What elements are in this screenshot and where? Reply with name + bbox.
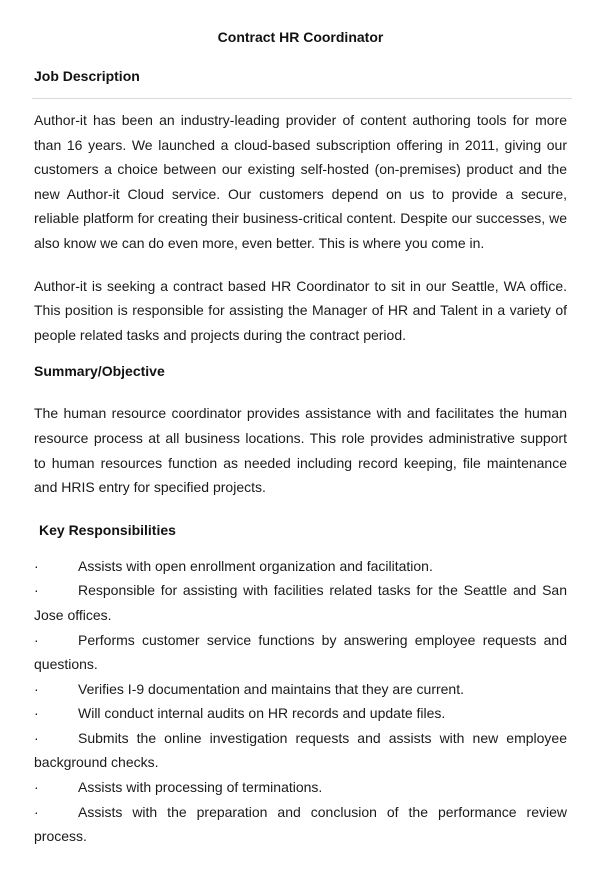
job-description-heading: Job Description	[34, 68, 140, 84]
responsibility-item	[34, 726, 567, 775]
responsibilities-list	[34, 554, 567, 849]
responsibility-item	[34, 775, 567, 800]
responsibility-item	[34, 628, 567, 677]
responsibility-text: Submits the online investigation requests and assists with new employee background checks.	[34, 729, 567, 771]
bullet-icon: ·	[34, 705, 39, 722]
responsibility-text: Assists with processing of terminations.	[78, 779, 323, 796]
key-responsibilities-heading: Key Responsibilities	[39, 521, 176, 538]
summary-objective-heading: Summary/Objective	[34, 363, 165, 380]
bullet-icon: ·	[34, 582, 39, 599]
responsibility-text: Assists with open enrollment organization and facilitation.	[78, 557, 433, 574]
summary-objective-paragraph: The human resource coordinator provides assistance with and facilitates the human resource process at all business locations. This role provides administrative support to human resources function as needed including record keeping, file maintenance and HRIS entry for specified projects.	[34, 405, 567, 496]
bullet-icon: ·	[34, 729, 39, 746]
position-overview-paragraph: Author-it is seeking a contract based HR Coordinator to sit in our Seattle, WA office. This position is responsible for assisting the Manager of HR and Talent in a variety of people related tasks and projects during the contract period.	[34, 277, 567, 343]
company-intro-paragraph: Author-it has been an industry-leading provider of content authoring tools for more than 16 years. We launched a cloud-based subscription offering in 2011, giving our customers a choice between our existing self-hosted (on-premises) product and the new Author-it Cloud service. Our customers depend on us to provide a secure, reliable platform for creating their business-critical content. Despite our successes, we also know we can do even more, even better. This is where you come in.	[34, 112, 567, 251]
bullet-icon: ·	[34, 680, 39, 697]
responsibility-text: Responsible for assisting with facilities related tasks for the Seattle and San Jose offices.	[34, 582, 567, 623]
responsibility-item	[34, 677, 567, 702]
bullet-icon: ·	[34, 557, 39, 574]
responsibility-item	[34, 701, 567, 726]
bullet-icon: ·	[34, 631, 39, 648]
responsibility-text: Performs customer service functions by answering employee requests and questions.	[34, 631, 567, 673]
responsibility-text: Assists with the preparation and conclusion of the performance review process.	[34, 803, 567, 845]
responsibility-item	[34, 554, 567, 579]
responsibility-item	[34, 578, 567, 627]
responsibility-text: Will conduct internal audits on HR records and update files.	[78, 705, 446, 722]
responsibility-text: Verifies I-9 documentation and maintains that they are current.	[78, 680, 464, 697]
section-divider	[32, 98, 572, 99]
bullet-icon: ·	[34, 803, 39, 820]
page-title: Contract HR Coordinator	[217, 29, 384, 45]
responsibility-item	[34, 800, 567, 849]
bullet-icon: ·	[34, 779, 39, 796]
